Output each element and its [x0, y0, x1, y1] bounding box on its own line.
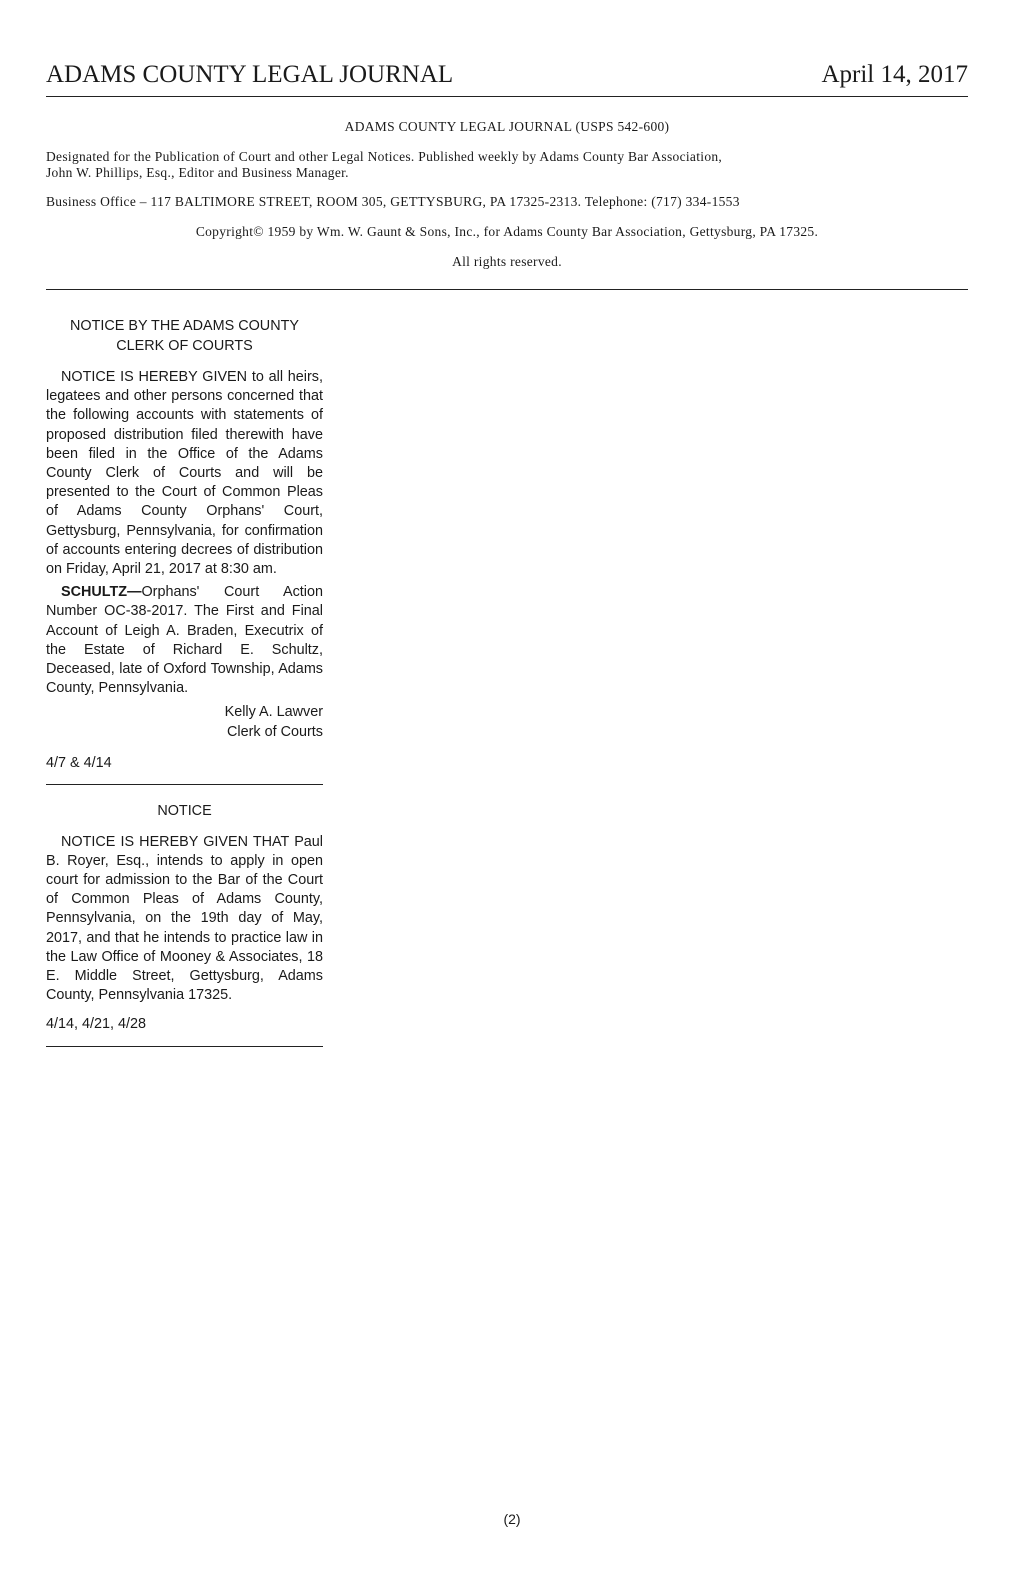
notice-title-line-1: NOTICE BY THE ADAMS COUNTY [70, 318, 299, 334]
notice-title: NOTICE [157, 802, 212, 819]
divider [46, 784, 323, 785]
masthead [46, 116, 968, 290]
estate-entry-text: Orphans' Court Action Number OC-38-2017. The First and Final Account of Leigh A. Braden, Executrix of the Estate of Richard E. Schultz, Deceased, late of Oxford Township, Adams County, Pennsylvania. [46, 584, 323, 697]
estate-entry [46, 583, 323, 698]
publication-dates: 4/7 & 4/14 [46, 755, 112, 772]
designation-line-1: Designated for the Publication of Court and other Legal Notices. Published weekly by Adams County Bar Association, [46, 149, 723, 164]
publication-dates: 4/14, 4/21, 4/28 [46, 1016, 147, 1033]
bar-admission-notice [46, 801, 323, 1035]
notices-column [46, 316, 323, 1047]
issue-date: April 14, 2017 [821, 61, 968, 88]
rights-line: All rights reserved. [452, 254, 562, 269]
page-header [46, 56, 968, 97]
copyright-line: Copyright© 1959 by Wm. W. Gaunt & Sons, Inc., for Adams County Bar Association, Gettysburg, PA 17325. [195, 224, 819, 239]
business-office-line: Business Office – 117 BALTIMORE STREET, ROOM 305, GETTYSBURG, PA 17325-2313. Telephone: (717) 334-1553 [46, 194, 740, 209]
notice-body: NOTICE IS HEREBY GIVEN to all heirs, legatees and other persons concerned that the following accounts with statements of proposed distribution filed therewith have been filed in the Office of the Adams County Clerk of Courts and will be presented to the Court of Common Pleas of Adams County Orphans' Court, Gettysburg, Pennsylvania, for confirmation of accounts entering decrees of distribution on Friday, April 21, 2017 at 8:30 am. [46, 369, 323, 578]
usps-line: ADAMS COUNTY LEGAL JOURNAL (USPS 542-600) [344, 119, 670, 134]
publication-title: ADAMS COUNTY LEGAL JOURNAL [46, 61, 454, 88]
signer-name: Kelly A. Lawver [224, 704, 323, 721]
estate-name: SCHULTZ— [61, 584, 142, 601]
divider [46, 1046, 323, 1047]
notice-title [46, 316, 323, 356]
designation-line-2: John W. Phillips, Esq., Editor and Business Manager. [46, 165, 349, 180]
clerk-notice [46, 316, 323, 774]
notice-body: NOTICE IS HEREBY GIVEN THAT Paul B. Royer, Esq., intends to apply in open court for admission to the Bar of the Court of Common Pleas of Adams County, Pennsylvania, on the 19th day of May, 2017, and that he intends to practice law in the Law Office of Mooney & Associates, 18 E. Middle Street, Gettysburg, Adams County, Pennsylvania 17325. [46, 833, 323, 1004]
page-number: (2) [503, 1511, 521, 1527]
signature-block [46, 702, 323, 742]
signer-title: Clerk of Courts [227, 724, 323, 741]
notice-title-line-2: CLERK OF COURTS [116, 338, 253, 354]
